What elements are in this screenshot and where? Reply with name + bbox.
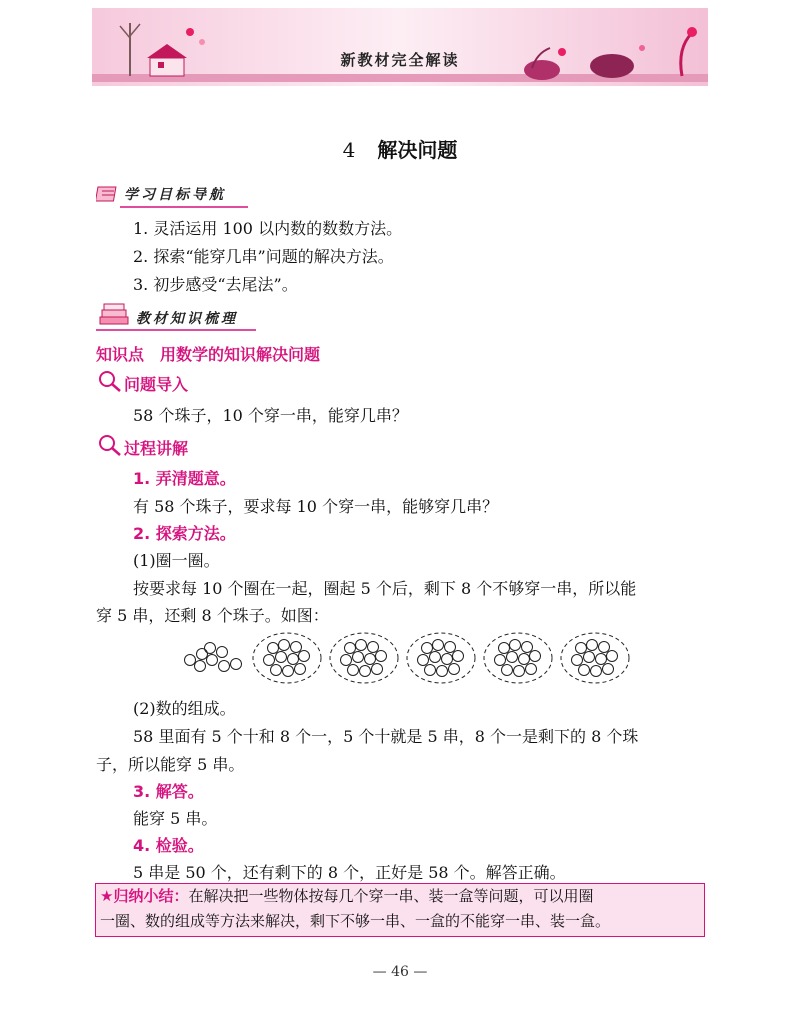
goal-item: 1. 灵活运用 100 以内数的数数方法。 xyxy=(133,219,403,238)
summary-text: 在解决把一些物体按每几个穿一串、装一盒等问题，可以用圈 xyxy=(188,887,594,905)
summary-text: 一圈、数的组成等方法来解决，剩下不够一串、一盒的不能穿一串、装一盒。 xyxy=(100,912,611,930)
page-title xyxy=(0,134,800,163)
bead xyxy=(299,651,310,662)
method1-line: 穿 5 串，还剩 8 个珠子。如图： xyxy=(96,606,329,625)
bead xyxy=(353,652,364,663)
header-banner xyxy=(92,8,708,86)
bead xyxy=(219,661,230,672)
bead xyxy=(510,640,521,651)
bead xyxy=(502,665,513,676)
step4-text: 5 串是 50 个，还有剩下的 8 个，正好是 58 个。解答正确。 xyxy=(133,863,566,882)
bead xyxy=(514,666,525,677)
bead xyxy=(576,643,587,654)
lesson-title: 解决问题 xyxy=(377,138,458,162)
bead xyxy=(499,643,510,654)
method1-line: 按要求每 10 个圈在一起，圈起 5 个后，剩下 8 个不够穿一串，所以能 xyxy=(133,579,637,598)
bead xyxy=(207,655,218,666)
step1-text: 有 58 个珠子，要求每 10 个穿一串，能够穿几串？ xyxy=(133,497,499,516)
bead xyxy=(288,654,299,665)
bead xyxy=(522,642,533,653)
goal-item: 3. 初步感受“去尾法”。 xyxy=(133,275,298,294)
bead xyxy=(587,640,598,651)
bead xyxy=(291,642,302,653)
bead xyxy=(360,666,371,677)
bead xyxy=(264,655,275,666)
summary-box xyxy=(95,883,705,937)
bead xyxy=(453,651,464,662)
magnifier-icon xyxy=(98,370,124,394)
bead xyxy=(572,655,583,666)
heading-underline xyxy=(120,204,248,210)
bead xyxy=(345,643,356,654)
bead xyxy=(519,654,530,665)
bead xyxy=(279,640,290,651)
step1-title: 1. 弄清题意。 xyxy=(133,469,236,488)
heading-underline xyxy=(96,327,256,333)
bead xyxy=(341,655,352,666)
bead xyxy=(422,643,433,654)
bead xyxy=(507,652,518,663)
bead xyxy=(603,664,614,675)
bead xyxy=(526,664,537,675)
bead xyxy=(530,651,541,662)
books-stack-icon xyxy=(96,303,132,329)
book-icon xyxy=(96,181,122,207)
bead xyxy=(495,655,506,666)
step4-title: 4. 检验。 xyxy=(133,836,204,855)
bead xyxy=(283,666,294,677)
bead xyxy=(449,664,460,675)
method2-line: 子，所以能穿 5 串。 xyxy=(96,755,245,774)
bead xyxy=(599,642,610,653)
bead xyxy=(596,654,607,665)
bead xyxy=(418,655,429,666)
bead xyxy=(376,651,387,662)
magnifier-icon xyxy=(98,434,124,458)
page-number: — 46 — xyxy=(372,964,428,980)
goal-item: 2. 探索“能穿几串”问题的解决方法。 xyxy=(133,247,394,266)
banner-title: 新教材完全解读 xyxy=(340,51,460,69)
step3-text: 能穿 5 串。 xyxy=(133,809,218,828)
bead xyxy=(445,642,456,653)
bead xyxy=(217,647,228,658)
process-heading: 过程讲解 xyxy=(124,439,189,458)
bead xyxy=(430,652,441,663)
lesson-number: 4 xyxy=(342,138,356,162)
step3-title: 3. 解答。 xyxy=(133,782,204,801)
bead xyxy=(437,666,448,677)
method2-line: 58 里面有 5 个十和 8 个一，5 个十就是 5 串，8 个一是剩下的 8 个珠 xyxy=(133,727,639,746)
intro-heading: 问题导入 xyxy=(124,375,189,394)
bead xyxy=(348,665,359,676)
bead xyxy=(372,664,383,675)
bead xyxy=(231,659,242,670)
intro-text: 58 个珠子，10 个穿一串，能穿几串？ xyxy=(133,406,408,425)
bead xyxy=(433,640,444,651)
method1-title: (1)圈一圈。 xyxy=(133,551,220,570)
bead xyxy=(185,655,196,666)
bead xyxy=(365,654,376,665)
bead xyxy=(442,654,453,665)
goals-heading: 学习目标导航 xyxy=(124,187,226,203)
bead xyxy=(584,652,595,663)
bead xyxy=(591,666,602,677)
bead xyxy=(195,661,206,672)
bead xyxy=(271,665,282,676)
method2-title: (2)数的组成。 xyxy=(133,699,236,718)
bead xyxy=(205,643,216,654)
bead xyxy=(425,665,436,676)
bead-diagram xyxy=(180,630,640,686)
bead xyxy=(268,643,279,654)
summary-label: ★归纳小结： xyxy=(100,887,189,905)
bead xyxy=(276,652,287,663)
step2-title: 2. 探索方法。 xyxy=(133,524,236,543)
bead xyxy=(368,642,379,653)
bead xyxy=(356,640,367,651)
bead xyxy=(197,649,208,660)
knowledge-point-title: 知识点 用数学的知识解决问题 xyxy=(96,345,321,364)
bead xyxy=(607,651,618,662)
bead xyxy=(579,665,590,676)
knowledge-heading: 教材知识梳理 xyxy=(136,311,238,327)
bead xyxy=(295,664,306,675)
